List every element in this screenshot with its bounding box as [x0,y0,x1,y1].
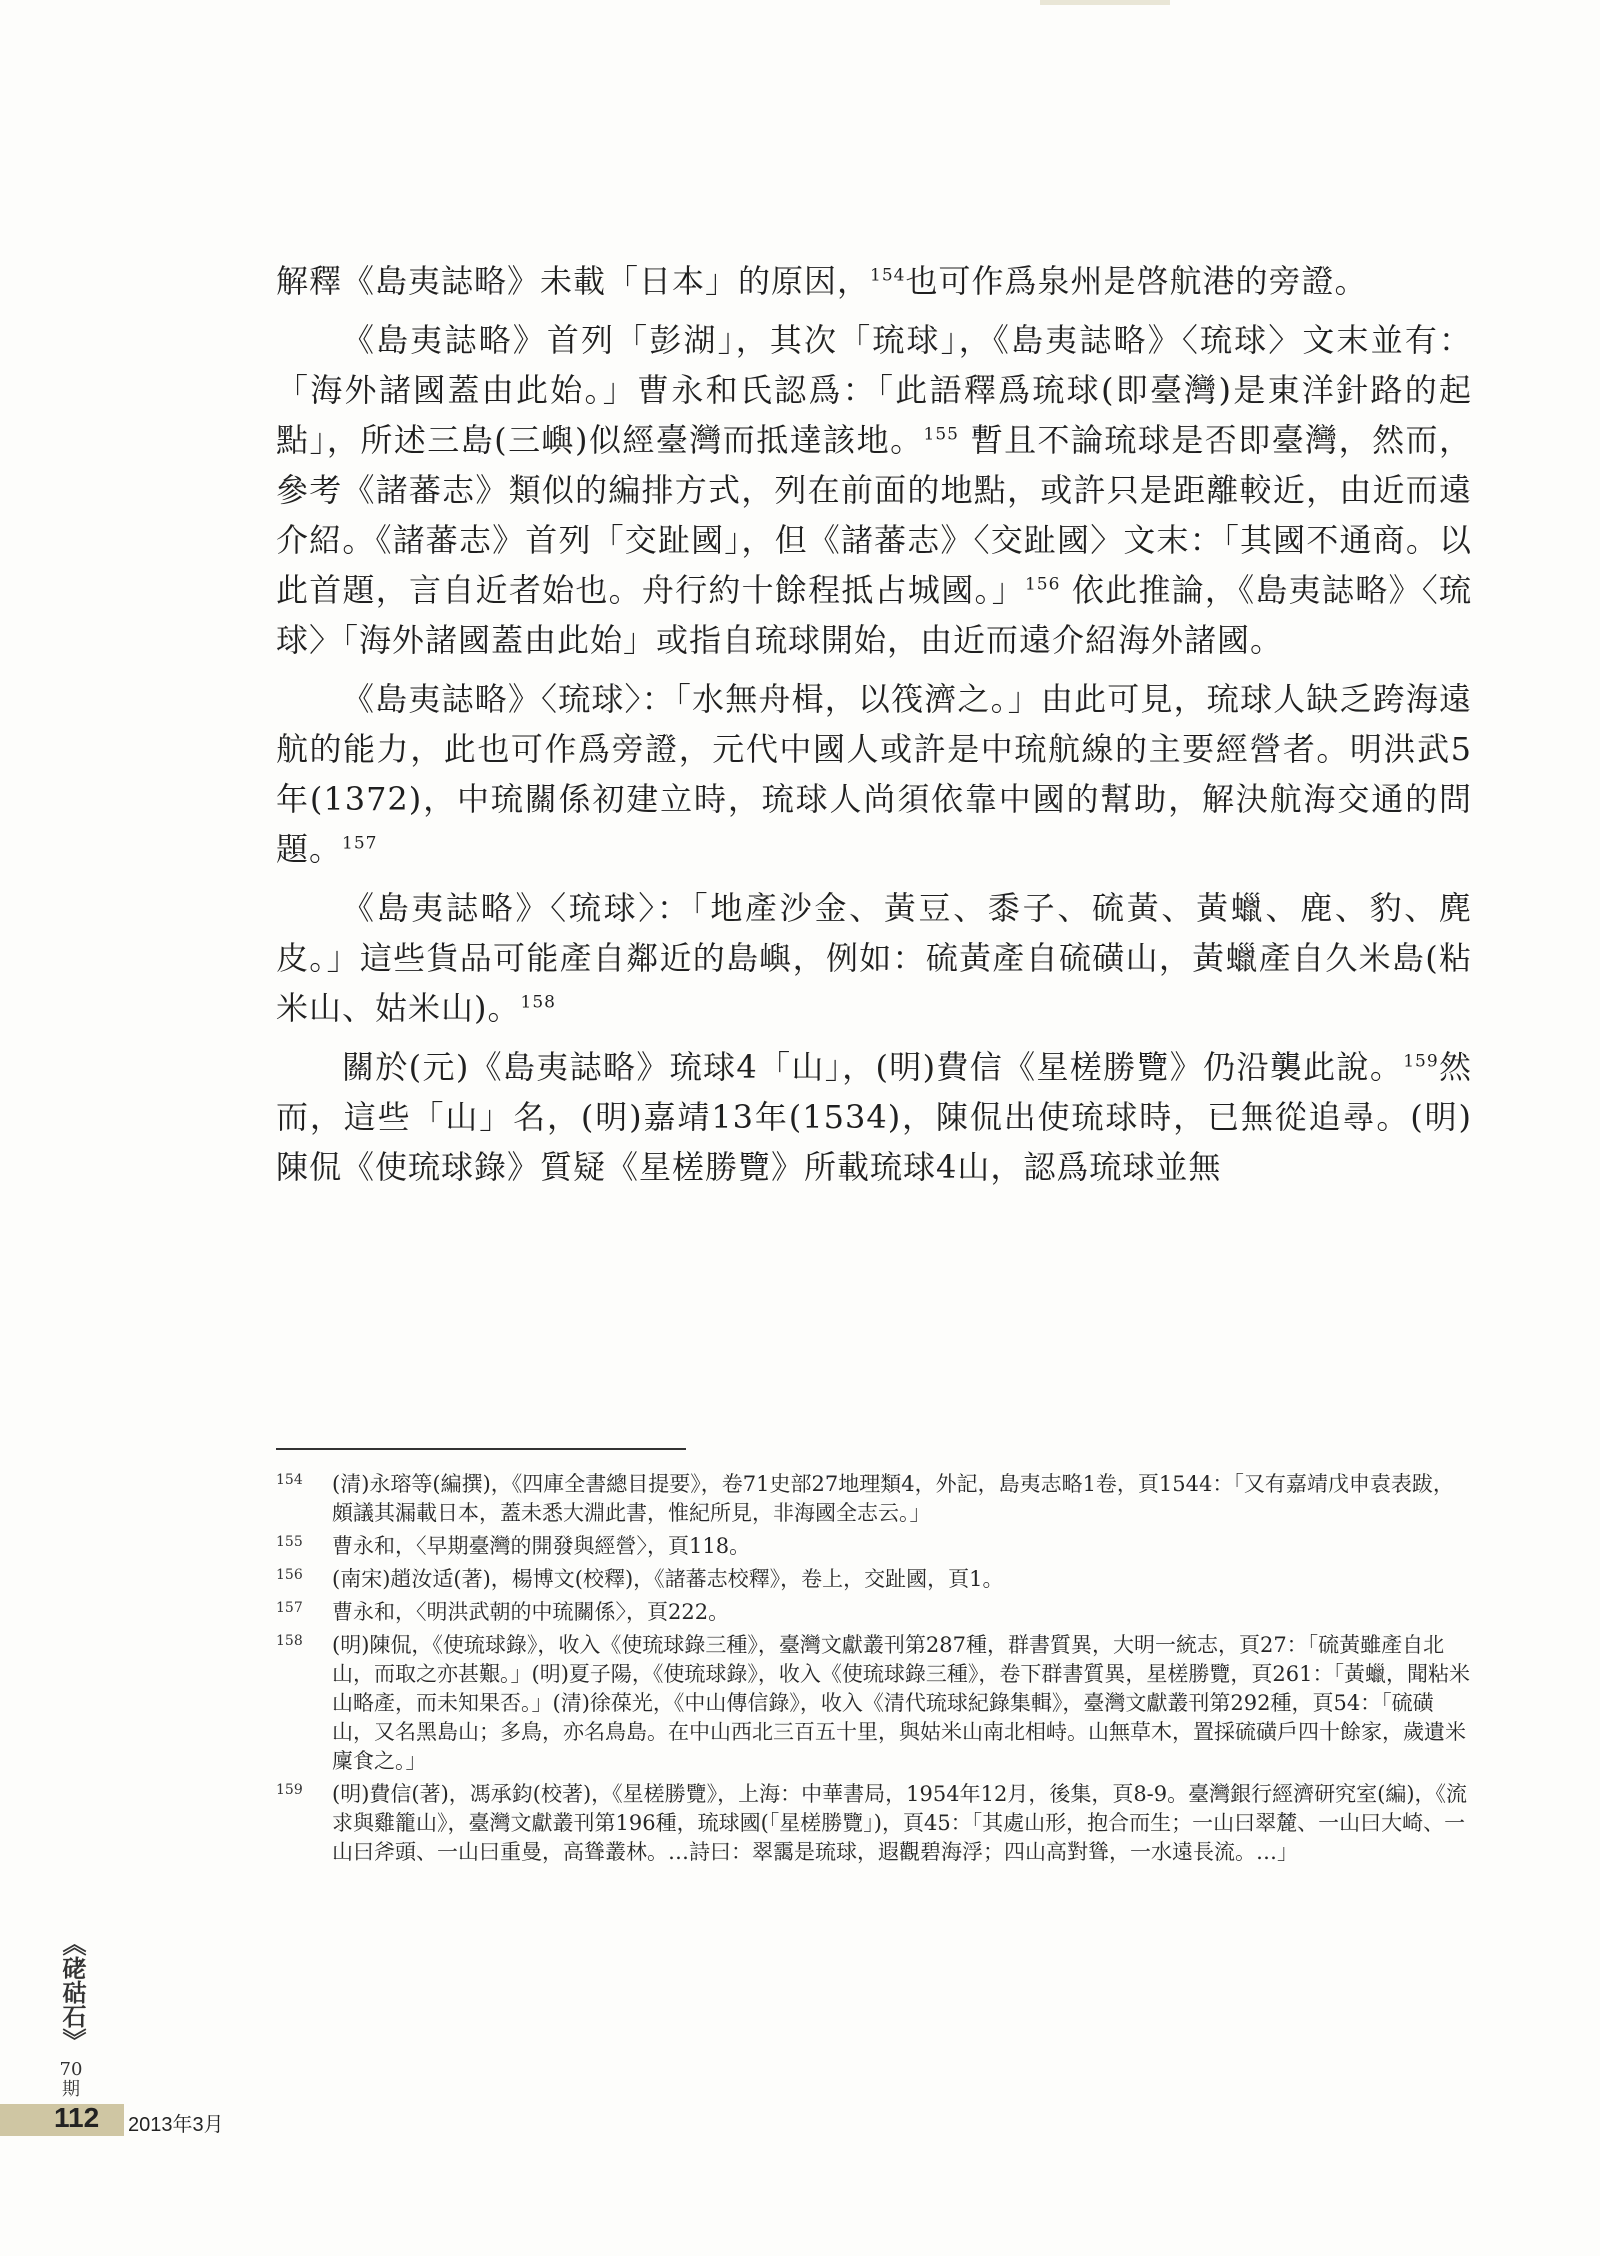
footnote-number: 154 [276,1472,303,1488]
footnote-ref-154[interactable]: 154 [870,265,906,286]
footnote-155 [276,1532,1472,1561]
footnote-ref-158[interactable]: 158 [520,992,556,1013]
footnote-ref-157[interactable]: 157 [342,833,378,854]
footnote-ref-155[interactable]: 155 [923,424,959,445]
paragraph-4: 《島夷誌略》〈琉球〉：「地產沙金、黃豆、黍子、硫黃、黃蠟、鹿、豹、麂皮。」這些貨品可能產自鄰近的島嶼，例如：硫黃產自硫磺山，黃蠟產自久米島(粘米山、姑米山)。$^{158}$ [276,889,1472,1027]
footnote-text: (南宋)趙汝适(著)，楊博文(校釋)，《諸蕃志校釋》，卷上，交趾國，頁1。 [332,1567,1004,1591]
journal-title: 《硓𥑮石》 [58,1932,87,2052]
footnote-ref-156[interactable]: 156 [1024,574,1061,595]
footnote-156 [276,1565,1472,1594]
footnote-number: 159 [276,1782,303,1798]
footnote-text: 曹永和，〈早期臺灣的開發與經營〉，頁118。 [332,1534,751,1558]
paragraph-2: 《島夷誌略》首列「彭湖」，其次「琉球」，《島夷誌略》〈琉球〉文末並有：「海外諸國蓋由此始。」曹永和氏認爲：「此語釋爲琉球(即臺灣)是東洋針路的起點」，所述三島(三嶼)似經臺灣而抵達該地。$^{155}$ 暫且不論琉球是否即臺灣，然而，參考《諸蕃志》類似的編排方式，列在前面的地點，或許只是距離較近，由近而遠介紹。《諸蕃志》首列「交趾國」，但《諸蕃志》〈交趾國〉文末：「其國不通商。以此首題，言自近者始也。舟行約十餘程抵占城國。」$^{156}$ 依此推論，《島夷誌略》〈琉球〉「海外諸國蓋由此始」或指自琉球開始，由近而遠介紹海外諸國。 [276,321,1472,659]
paragraph-3: 《島夷誌略》〈琉球〉：「水無舟楫，以筏濟之。」由此可見，琉球人缺乏跨海遠航的能力，此也可作爲旁證，元代中國人或許是中琉航線的主要經營者。明洪武5年(1372)，中琉關係初建立時，琉球人尚須依靠中國的幫助，解決航海交通的問題。$^{157}$ [276,680,1472,868]
footnote-number: 157 [276,1600,303,1616]
footnote-divider [276,1448,686,1450]
main-text [276,256,1472,1201]
footnote-text: (明)費信(著)，馮承鈞(校著)，《星槎勝覽》，上海：中華書局，1954年12月，後集，頁8-9。臺灣銀行經濟研究室(編)，《流求與雞籠山》，臺灣文獻叢刊第196種，琉球國(「星槎勝覽」)，頁45：「其處山形，抱合而生；一山曰翠麓、一山曰大崎、一山曰斧頭、一山曰重曼，高聳叢林。…詩曰：翠靄是琉球，遐觀碧海浮；四山高對聳，一水遠長流。…」 [332,1782,1468,1864]
page-number: 112 [54,2102,100,2133]
issue-label: 70期 [59,2059,83,2100]
footnotes [276,1470,1472,1871]
paragraph-1: 解釋《島夷誌略》未載「日本」的原因，$^{154}$也可作爲泉州是啓航港的旁證。 [276,262,1368,300]
footnote-157 [276,1598,1472,1627]
footnote-159 [276,1780,1472,1867]
scan-mark [1040,0,1170,5]
issue-date: 2013年3月 [128,2114,224,2136]
footnote-number: 155 [276,1534,303,1550]
paragraph-5: 關於(元)《島夷誌略》琉球4「山」，(明)費信《星槎勝覽》仍沿襲此說。$^{159}$然而，這些「山」名，(明)嘉靖13年(1534)，陳侃出使琉球時，已無從追尋。(明)陳侃《使琉球錄》質疑《星槎勝覽》所載琉球4山，認爲琉球並無 [276,1048,1472,1186]
footnote-ref-159[interactable]: 159 [1403,1051,1439,1072]
footnote-number: 158 [276,1633,303,1649]
footnote-text: (清)永瑢等(編撰)，《四庫全書總目提要》，卷71史部27地理類4，外記，島夷志略1卷，頁1544：「又有嘉靖戊申袁表跋，頗議其漏載日本，蓋未悉大淵此書，惟紀所見，非海國全志云。」 [332,1472,1454,1525]
footnote-154 [276,1470,1472,1528]
footnote-158 [276,1631,1472,1776]
footnote-number: 156 [276,1567,303,1583]
footnote-text: (明)陳侃，《使琉球錄》，收入《使琉球錄三種》，臺灣文獻叢刊第287種，群書質異，大明一統志，頁27：「硫黃雖產自北山，而取之亦甚艱。」(明)夏子陽，《使琉球錄》，收入《使琉球錄三種》，卷下群書質異，星槎勝覽，頁261：「黃蠟，聞粘米山略產，而未知果否。」(清)徐葆光，《中山傳信錄》，收入《清代琉球紀錄集輯》，臺灣文獻叢刊第292種，頁54：「硫磺山，又名黑島山；多鳥，亦名鳥島。在中山西北三百五十里，與姑米山南北相峙。山無草木，置採硫磺戶四十餘家，歲遺米廩食之。」 [332,1633,1470,1773]
footnote-text: 曹永和，〈明洪武朝的中琉關係〉，頁222。 [332,1600,730,1624]
